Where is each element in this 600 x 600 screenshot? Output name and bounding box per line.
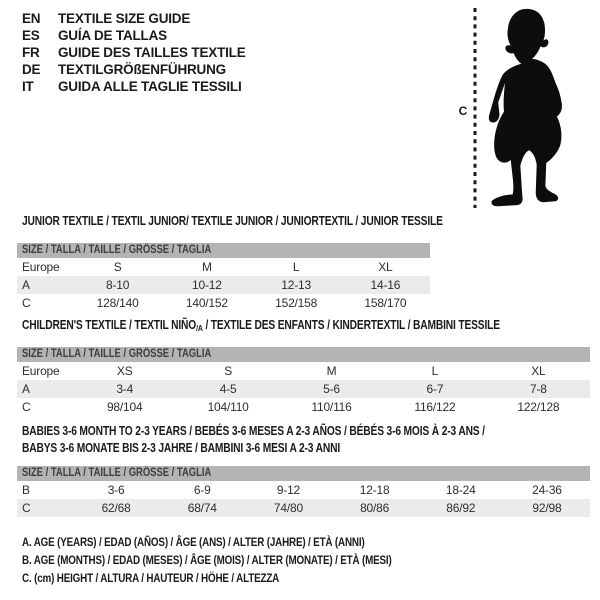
- language-row-es: [22, 27, 246, 44]
- size-cell: 3-4: [116, 382, 134, 396]
- junior-table-title: JUNIOR TEXTILE / TEXTIL JUNIOR/ TEXTILE JUNIOR / JUNIORTEXTIL / JUNIOR TESSILE: [22, 214, 443, 228]
- table-row-height: [17, 499, 590, 517]
- size-cell: 158/170: [364, 296, 407, 310]
- babies-title-line2: BABYS 3-6 MONATE BIS 2-3 JAHRE / BAMBINI 3-6 MESI A 2-3 ANNI: [22, 441, 341, 455]
- language-row-en: [22, 10, 246, 27]
- language-title: GUIDA ALLE TAGLIE TESSILI: [58, 79, 242, 94]
- height-measure-label: C: [458, 104, 468, 118]
- size-cell: 3-6: [107, 483, 125, 497]
- language-title: TEXTILGRÖßENFÜHRUNG: [58, 62, 226, 77]
- language-code: FR: [22, 45, 40, 60]
- size-cell: 86/92: [446, 501, 476, 515]
- size-cell: 18-24: [445, 483, 476, 497]
- size-cell: 9-12: [276, 483, 301, 497]
- size-cell: 10-12: [192, 278, 222, 292]
- size-cell: 12-18: [359, 483, 390, 497]
- language-row-de: [22, 61, 246, 78]
- size-cell: 8-10: [106, 278, 130, 292]
- children-title-subscript: /A: [196, 323, 203, 333]
- language-title: TEXTILE SIZE GUIDE: [58, 11, 191, 26]
- size-cell: 152/158: [275, 296, 318, 310]
- language-row-it: [22, 78, 246, 95]
- size-cell: 80/86: [360, 501, 390, 515]
- size-cell: 4-5: [219, 382, 237, 396]
- row-label: C: [22, 296, 31, 310]
- size-header-bar: SIZE / TALLA / TAILLE / GRÖSSE / TAGLIA: [17, 243, 430, 258]
- babies-table-title: [22, 423, 586, 457]
- size-cell: M: [201, 260, 212, 274]
- size-cell: 6-7: [426, 382, 444, 396]
- size-cell: 74/80: [273, 501, 303, 515]
- row-label: A: [22, 382, 30, 396]
- measure-legend: [22, 533, 473, 587]
- row-label: B: [22, 483, 30, 497]
- size-cell: XL: [531, 364, 546, 378]
- size-cell: 110/116: [311, 400, 352, 414]
- language-row-fr: [22, 44, 246, 61]
- table-row-age: [17, 380, 590, 398]
- size-cell: L: [292, 260, 300, 274]
- babies-size-table: [17, 466, 590, 517]
- table-row-europe: [17, 258, 430, 276]
- height-measure-line: [472, 7, 478, 209]
- babies-title-line1: BABIES 3-6 MONTH TO 2-3 YEARS / BEBÉS 3-6 MESES A 2-3 AÑOS / BÉBÉS 3-6 MOIS À 2-3 ANS /: [22, 424, 485, 438]
- size-cell: L: [431, 364, 439, 378]
- size-cell: 7-8: [529, 382, 547, 396]
- size-cell: XL: [378, 260, 393, 274]
- table-row-europe: [17, 362, 590, 380]
- size-cell: 128/140: [96, 296, 139, 310]
- size-cell: S: [224, 364, 233, 378]
- size-cell: 116/122: [414, 400, 456, 414]
- language-code: EN: [22, 11, 41, 26]
- size-cell: 122/128: [517, 400, 560, 414]
- junior-size-table: [17, 243, 430, 312]
- table-row-age-months: [17, 481, 590, 499]
- row-label: C: [22, 501, 31, 515]
- language-title: GUIDE DES TAILLES TEXTILE: [58, 45, 246, 60]
- row-label: A: [22, 278, 30, 292]
- size-cell: 24-36: [532, 483, 562, 497]
- size-cell: 14-16: [370, 278, 401, 292]
- size-cell: 5-6: [323, 382, 340, 396]
- language-code: DE: [22, 62, 41, 77]
- language-code: ES: [22, 28, 40, 43]
- children-table-title: [22, 318, 600, 336]
- legend-line-c: C. (cm) HEIGHT / ALTURA / HAUTEUR / HÖHE / ALTEZZA: [22, 571, 280, 585]
- language-code: IT: [22, 79, 34, 94]
- size-header-bar: SIZE / TALLA / TAILLE / GRÖSSE / TAGLIA: [17, 347, 590, 362]
- table-row-height: [17, 294, 430, 312]
- language-list: [22, 10, 246, 95]
- row-label: Europe: [22, 260, 60, 274]
- size-cell: 104/110: [207, 400, 249, 414]
- size-cell: 92/98: [532, 501, 562, 515]
- row-label: C: [22, 400, 31, 414]
- size-cell: 62/68: [101, 501, 131, 515]
- size-header-bar: SIZE / TALLA / TAILLE / GRÖSSE / TAGLIA: [17, 466, 590, 481]
- language-title: GUÍA DE TALLAS: [58, 28, 167, 43]
- children-size-table: [17, 347, 590, 416]
- table-row-age: [17, 276, 430, 294]
- size-cell: 6-9: [193, 483, 211, 497]
- size-cell: 12-13: [281, 278, 311, 292]
- children-title-post: / TEXTILE DES ENFANTS / KINDERTEXTIL / BAMBINI TESSILE: [202, 318, 500, 332]
- size-cell: XS: [116, 364, 133, 378]
- size-cell: 98/104: [106, 400, 143, 414]
- legend-line-b: B. AGE (MONTHS) / EDAD (MESES) / ÂGE (MOIS) / ALTER (MONATE) / ETÀ (MESI): [22, 553, 392, 567]
- size-cell: 68/74: [187, 501, 217, 515]
- legend-line-a: A. AGE (YEARS) / EDAD (AÑOS) / ÂGE (ANS) / ALTER (JAHRE) / ETÀ (ANNI): [22, 535, 365, 549]
- size-cell: 140/152: [185, 296, 228, 310]
- size-cell: S: [113, 260, 122, 274]
- size-cell: M: [326, 364, 337, 378]
- row-label: Europe: [22, 364, 60, 378]
- baby-silhouette-icon: [485, 6, 573, 208]
- table-row-height: [17, 398, 590, 416]
- children-title-pre: CHILDREN'S TEXTILE / TEXTIL NIÑO: [22, 318, 197, 332]
